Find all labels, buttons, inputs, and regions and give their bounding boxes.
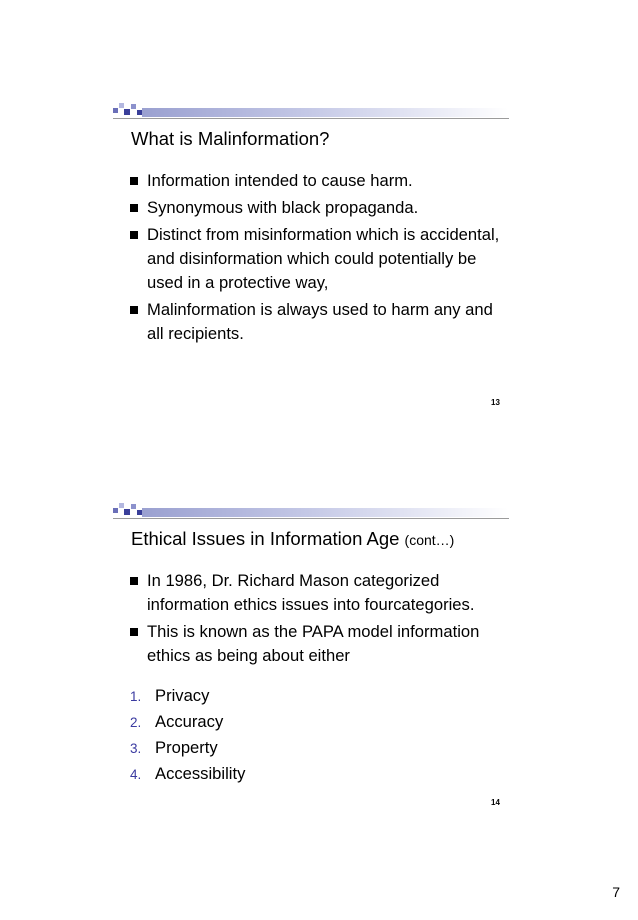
list-item: 3. Property <box>130 738 218 757</box>
slide-number: 13 <box>491 398 500 407</box>
slide-title <box>131 528 454 550</box>
bullet-item: Synonymous with black propaganda. <box>130 196 500 220</box>
bullet-item: In 1986, Dr. Richard Mason categorized information ethics issues into fourcategories. <box>130 569 480 617</box>
bullet-item: This is known as the PAPA model information ethics as being about either <box>130 620 480 668</box>
square-bullet-icon <box>130 306 138 314</box>
numbered-list <box>130 684 245 788</box>
bullet-item: Malinformation is always used to harm any and all recipients. <box>130 298 500 346</box>
square-bullet-icon <box>130 177 138 185</box>
slide-number: 14 <box>491 798 500 807</box>
slide-title: What is Malinformation? <box>131 128 330 149</box>
header-decoration <box>0 0 638 130</box>
page-number: 7 <box>612 884 620 900</box>
slide-title-suffix: (cont…) <box>404 532 455 548</box>
list-item: 1. Privacy <box>130 686 210 705</box>
bullet-item: Distinct from misinformation which is accidental, and disinformation which could potentially be used in a protective way, <box>130 223 500 295</box>
slide-title-text: Ethical Issues in Information Age <box>131 528 400 549</box>
square-bullet-icon <box>130 628 138 636</box>
square-bullet-icon <box>130 204 138 212</box>
slide-14 <box>0 460 638 860</box>
bullet-list <box>130 569 480 671</box>
bullet-list <box>130 169 500 349</box>
list-item: 2. Accuracy <box>130 712 224 731</box>
list-item: 4. Accessibility <box>130 764 246 783</box>
square-bullet-icon <box>130 577 138 585</box>
bullet-item: Information intended to cause harm. <box>130 169 500 193</box>
square-bullet-icon <box>130 231 138 239</box>
